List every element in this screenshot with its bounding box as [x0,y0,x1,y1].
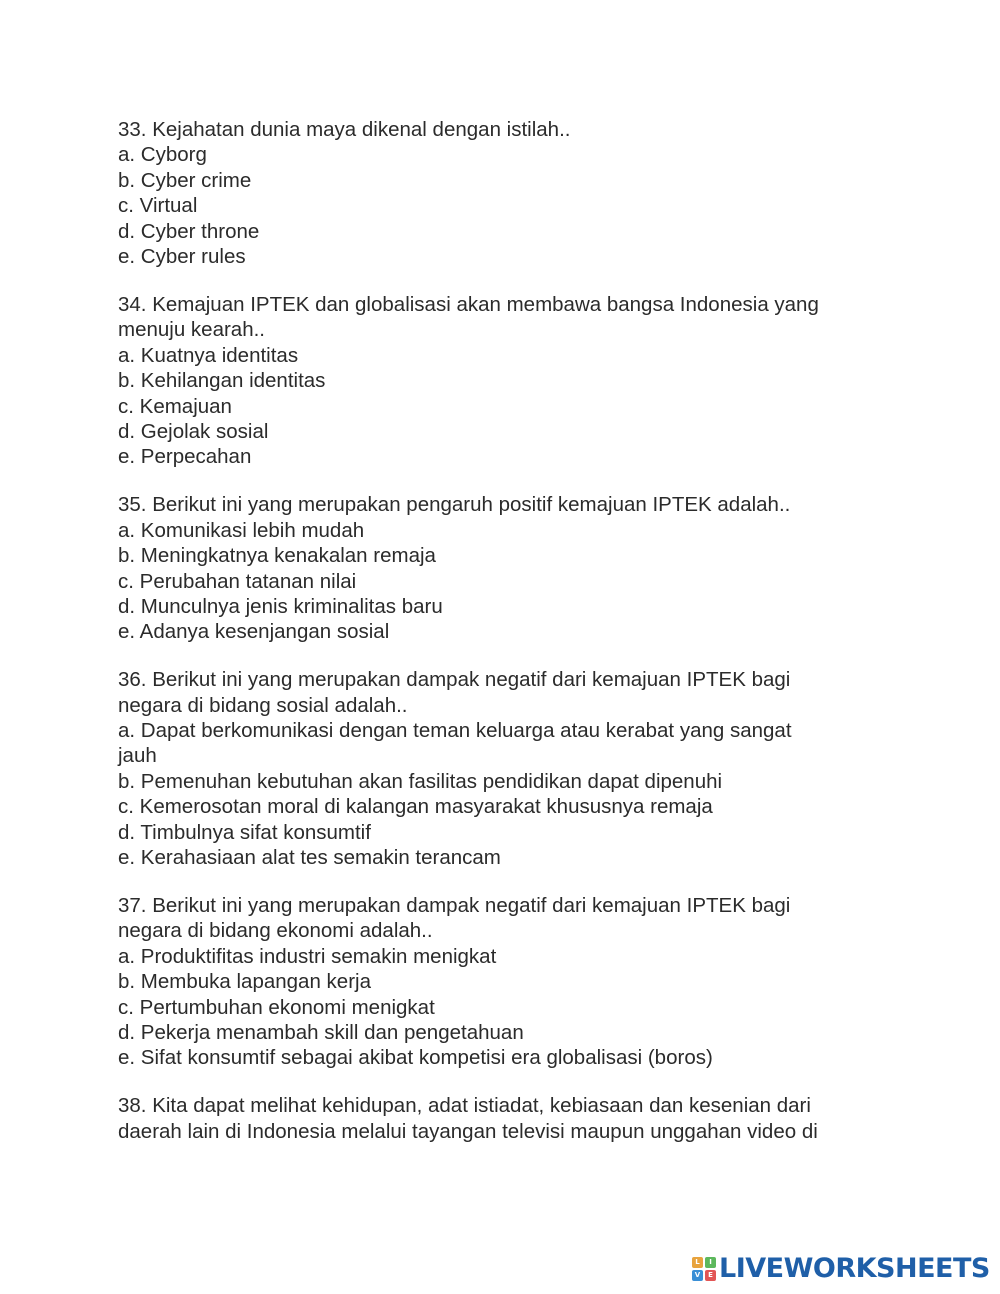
question-text: 35. Berikut ini yang merupakan pengaruh positif kemajuan IPTEK adalah.. [118,493,791,517]
logo-tile: L [692,1257,703,1268]
brand-name: LIVEWORKSHEETS [719,1253,990,1284]
question-text: 37. Berikut ini yang merupakan dampak negatif dari kemajuan IPTEK bagi [118,893,791,917]
answer-option: a. Komunikasi lebih mudah [118,518,365,542]
question-text-continued: jauh [118,744,157,768]
answer-option: e. Sifat konsumtif sebagai akibat kompetisi era globalisasi (boros) [118,1046,713,1070]
question-text: 38. Kita dapat melihat kehidupan, adat istiadat, kebiasaan dan kesenian dari [118,1094,811,1118]
logo-tile: I [705,1257,716,1268]
question-text: 36. Berikut ini yang merupakan dampak negatif dari kemajuan IPTEK bagi [118,668,791,692]
answer-option: b. Pemenuhan kebutuhan akan fasilitas pendidikan dapat dipenuhi [118,769,723,793]
question-text-continued: daerah lain di Indonesia melalui tayangan televisi maupun unggahan video di [118,1119,818,1143]
question-block [118,893,898,1071]
question-block [118,667,898,870]
question-text: 34. Kemajuan IPTEK dan globalisasi akan membawa bangsa Indonesia yang [118,292,819,316]
question-block [118,117,898,269]
logo-tile: V [692,1270,703,1281]
answer-option: d. Pekerja menambah skill dan pengetahuan [118,1021,524,1044]
logo-tile: E [705,1270,716,1281]
answer-option: c. Kemajuan [118,394,232,418]
answer-option: e. Adanya kesenjangan sosial [118,620,390,644]
answer-option: c. Virtual [118,194,198,218]
answer-option: d. Gejolak sosial [118,419,269,443]
answer-option: e. Kerahasiaan alat tes semakin terancam [118,846,501,870]
question-block [118,1093,898,1144]
worksheet-page [118,117,898,1167]
answer-option: b. Cyber crime [118,168,252,192]
question-text: 33. Kejahatan dunia maya dikenal dengan istilah.. [118,118,571,141]
question-block [118,292,898,470]
answer-option: c. Perubahan tatanan nilai [118,569,357,593]
answer-option: d. Timbulnya sifat konsumtif [118,820,371,844]
liveworksheets-logo-icon [692,1257,716,1281]
question-text-continued: negara di bidang ekonomi adalah.. [118,919,433,943]
question-block [118,492,898,644]
answer-option: d. Cyber throne [118,219,260,243]
answer-option: b. Meningkatnya kenakalan remaja [118,544,436,568]
question-text-continued: menuju kearah.. [118,318,266,342]
answer-option: b. Kehilangan identitas [118,369,326,393]
answer-option: e. Cyber rules [118,245,246,269]
answer-option: a. Cyborg [118,143,207,167]
liveworksheets-logo [692,1254,990,1284]
answer-option: c. Kemerosotan moral di kalangan masyarakat khususnya remaja [118,795,713,819]
answer-option: e. Perpecahan [118,445,252,469]
answer-option: d. Munculnya jenis kriminalitas baru [118,594,443,618]
answer-option: c. Pertumbuhan ekonomi menigkat [118,995,435,1019]
question-text-continued: negara di bidang sosial adalah.. [118,693,408,717]
answer-option: a. Kuatnya identitas [118,343,299,367]
answer-option: b. Membuka lapangan kerja [118,970,371,994]
answer-option: a. Produktifitas industri semakin menigkat [118,944,497,968]
answer-option: a. Dapat berkomunikasi dengan teman keluarga atau kerabat yang sangat [118,719,792,743]
